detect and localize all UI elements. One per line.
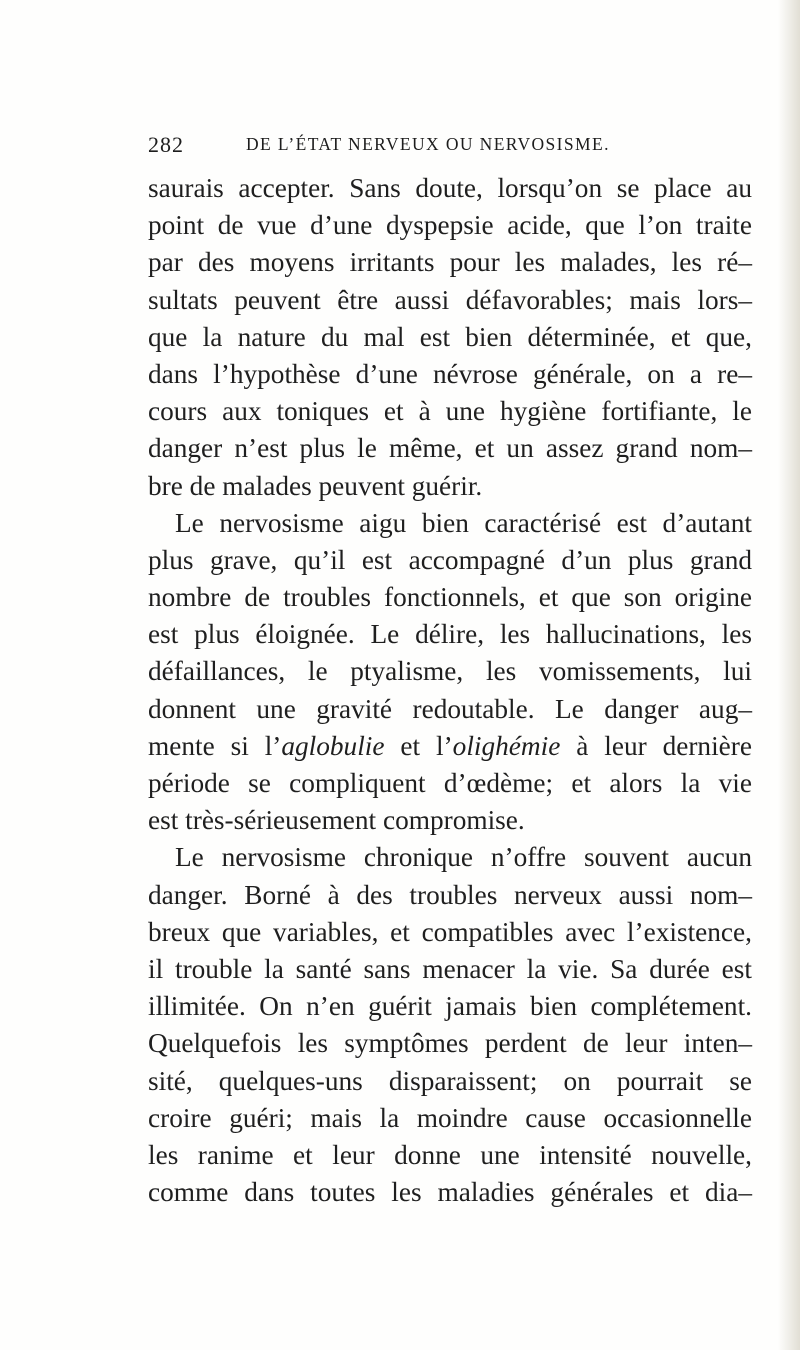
text-line: saurais accepter. Sans doute, lorsqu’on se place au xyxy=(148,173,752,203)
text-line: défaillances, le ptyalisme, les vomissements, lui xyxy=(148,656,752,687)
text-line: comme dans toutes les maladies générales et dia– xyxy=(148,1177,752,1208)
line-text: et l’ xyxy=(384,730,453,761)
text-line: sité, quelques-uns disparaissent; on pourrait se xyxy=(148,1065,752,1096)
text-line: plus grave, qu’il est accompagné d’un plus grand xyxy=(148,544,752,575)
text-line: dans l’hypothèse d’une névrose générale, on a re– xyxy=(148,358,752,389)
text-line: il trouble la santé sans menacer la vie. Sa durée est xyxy=(148,953,752,984)
paragraph-end-line: est très-sérieusement compromise. xyxy=(148,805,525,836)
paragraph-start-line: Le nervosisme aigu bien caractérisé est d’autant xyxy=(175,507,752,538)
text-line: sultats peuvent être aussi défavorables; mais lors– xyxy=(148,284,752,315)
paragraph-start-line: Le nervosisme chronique n’offre souvent aucun xyxy=(175,842,752,873)
text-line: est plus éloignée. Le délire, les hallucinations, les xyxy=(148,619,752,650)
text-line: illimitée. On n’en guérit jamais bien complétement. xyxy=(148,991,752,1022)
text-line: point de vue d’une dyspepsie acide, que l’on traite xyxy=(148,210,752,241)
page-header xyxy=(148,132,748,162)
text-line: donnent une gravité redoutable. Le danger aug– xyxy=(148,693,752,724)
running-title: DE L’ÉTAT NERVEUX OU NERVOSISME. xyxy=(246,134,610,154)
paragraph-end-line: bre de malades peuvent guérir. xyxy=(148,470,483,501)
text-line: les ranime et leur donne une intensité nouvelle, xyxy=(148,1139,752,1170)
text-line: période se compliquent d’œdème; et alors la vie xyxy=(148,768,752,798)
text-line: danger. Borné à des troubles nerveux aussi nom– xyxy=(148,879,752,910)
body-text xyxy=(148,170,752,1211)
text-line: cours aux toniques et à une hygiène fortifiante, le xyxy=(148,396,752,427)
text-line: que la nature du mal est bien déterminée, et que, xyxy=(148,321,752,352)
line-text: mente si l’ xyxy=(148,730,282,761)
italic-term-aglobulie: aglobulie xyxy=(281,730,385,761)
text-line: par des moyens irritants pour les malades, les ré– xyxy=(148,247,752,278)
page-edge-shadow xyxy=(778,0,800,1350)
text-line: croire guéri; mais la moindre cause occasionnelle xyxy=(148,1102,752,1133)
text-line: breux que variables, et compatibles avec l’existence, xyxy=(148,916,752,947)
italic-term-olighemie: olighémie xyxy=(452,730,561,761)
text-line-with-italics xyxy=(148,728,752,765)
line-text: à leur dernière xyxy=(560,730,752,761)
text-line: nombre de troubles fonctionnels, et que son origine xyxy=(148,582,752,613)
text-line: danger n’est plus le même, et un assez grand nom– xyxy=(148,433,752,464)
text-line: Quelquefois les symptômes perdent de leur inten– xyxy=(148,1028,752,1059)
page-number: 282 xyxy=(148,132,184,157)
